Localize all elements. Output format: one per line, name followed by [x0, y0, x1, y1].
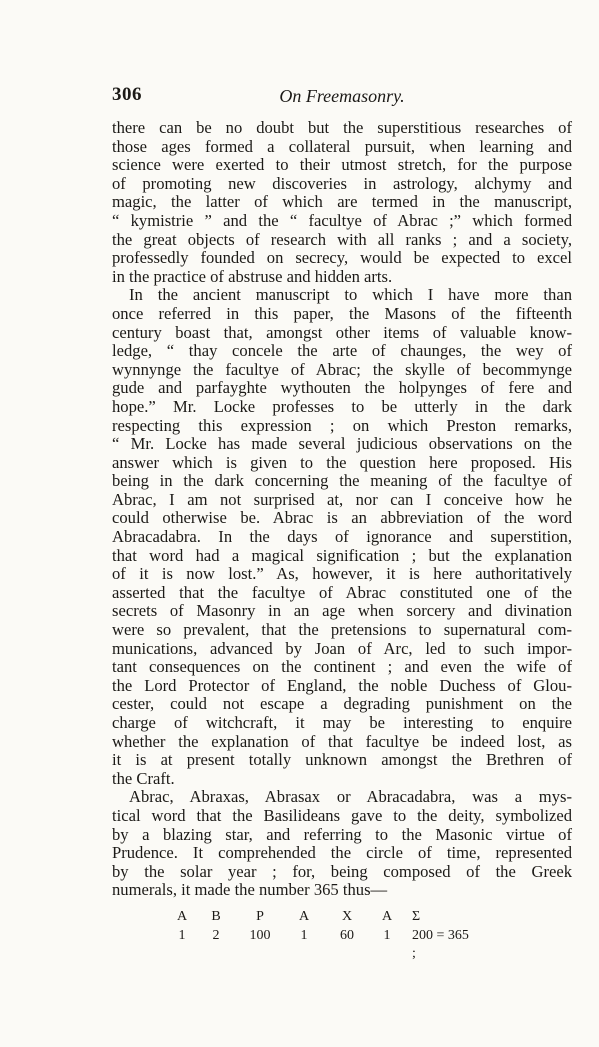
- numeral-value: 60: [340, 928, 354, 943]
- values-row: [168, 927, 498, 961]
- text-line: In the ancient manuscript to which I have more than: [129, 285, 572, 305]
- text-line: by the solar year ; for, being composed of the Greek: [112, 861, 572, 881]
- text-line: those ages formed a collateral pursuit, when learning and: [112, 136, 572, 156]
- text-line: the Craft.: [112, 768, 175, 788]
- paragraph-3: [112, 788, 572, 900]
- body-text: [112, 119, 572, 900]
- text-line: magic, the latter of which are termed in the manuscript,: [112, 192, 572, 212]
- paragraph-2: [112, 286, 572, 788]
- letters-row: [168, 908, 498, 927]
- numeral-total: 200 = 365 ;: [412, 928, 469, 961]
- text-line: the great objects of research with all ranks ; and a society,: [112, 229, 572, 249]
- text-line: the Lord Protector of England, the noble Duchess of Glou-: [112, 675, 572, 695]
- greek-letter: Α: [176, 909, 188, 924]
- text-line: secrets of Masonry in an age when sorcery and divination: [112, 601, 572, 621]
- greek-letter: Χ: [341, 909, 353, 924]
- numeral-value: 100: [249, 928, 271, 943]
- text-line: respecting this expression ; on which Preston remarks,: [112, 415, 572, 435]
- text-line: gude and parfayghte wythouten the holpynges of fere and: [112, 378, 572, 398]
- greek-letter: Β: [211, 909, 221, 924]
- text-line: of it is now lost.” As, however, it is here authoritatively: [112, 564, 572, 584]
- text-line: professedly founded on secrecy, would be expected to excel: [112, 248, 572, 268]
- text-line: once referred in this paper, the Masons of the fifteenth: [112, 303, 572, 323]
- numeral-value: 1: [383, 928, 391, 943]
- text-line: of promoting new discoveries in astrology, alchymy and: [112, 173, 572, 193]
- text-line: that word had a magical signification ; but the explanation: [112, 545, 572, 565]
- text-line: century boast that, amongst other items of valuable know-: [112, 322, 572, 342]
- text-line: Abrac, Abraxas, Abrasax or Abracadabra, was a mys-: [129, 787, 572, 807]
- text-line: cester, could not escape a degrading punishment on the: [112, 694, 572, 714]
- text-line: numerals, it made the number 365 thus—: [112, 880, 388, 900]
- text-line: tical word that the Basilideans gave to the deity, symbolized: [112, 805, 572, 825]
- text-line: tant consequences on the continent ; and even the wife of: [112, 657, 572, 677]
- text-line: charge of witchcraft, it may be interesting to enquire: [112, 713, 572, 732]
- text-line: science were exerted to their utmost stretch, for the purpose: [112, 155, 572, 175]
- text-line: there can be no doubt but the superstitious researches of: [112, 118, 572, 137]
- text-line: it is at present totally unknown amongst the Brethren of: [112, 750, 572, 770]
- text-line: Abrac, I am not surprised at, nor can I conceive how he: [112, 489, 572, 509]
- greek-letter: Α: [298, 909, 310, 924]
- numeral-value: 1: [300, 928, 308, 943]
- text-line: being in the dark concerning the meaning of the facultye of: [112, 471, 572, 491]
- text-line: were so prevalent, that the pretensions to supernatural com-: [112, 620, 572, 640]
- numeral-value: 1: [178, 928, 186, 943]
- text-line: ledge, “ thay concele the arte of chaunges, the wey of: [112, 341, 572, 361]
- greek-letter: Α: [381, 909, 393, 924]
- text-line: Prudence. It comprehended the circle of time, represented: [112, 843, 572, 863]
- numeral-value: 2: [212, 928, 220, 943]
- text-line: munications, advanced by Joan of Arc, led to such impor-: [112, 638, 572, 658]
- text-line: answer which is given to the question here proposed. His: [112, 452, 572, 472]
- text-line: “ kymistrie ” and the “ facultye of Abrac ;” which formed: [112, 210, 572, 230]
- text-line: whether the explanation of that facultye be indeed lost, as: [112, 731, 572, 751]
- text-line: asserted that the facultye of Abrac constituted one of the: [112, 582, 572, 602]
- greek-letter: Σ: [412, 909, 421, 924]
- greek-numeral-table: [168, 908, 498, 961]
- text-line: in the practice of abstruse and hidden arts.: [112, 266, 393, 286]
- text-line: hope.” Mr. Locke professes to be utterly in the dark: [112, 396, 572, 416]
- text-line: Abracadabra. In the days of ignorance and superstition,: [112, 527, 572, 547]
- text-line: by a blazing star, and referring to the Masonic virtue of: [112, 824, 572, 844]
- text-line: “ Mr. Locke has made several judicious observations on the: [112, 434, 572, 454]
- running-head: On Freemasonry.: [279, 86, 405, 106]
- page-header: [112, 84, 572, 114]
- greek-letter: Ρ: [256, 909, 264, 924]
- text-line: wynnynge the facultye of Abrac; the skylle of becommynge: [112, 359, 572, 379]
- page-number: 306: [112, 84, 142, 105]
- paragraph-1: [112, 119, 572, 286]
- text-line: could otherwise be. Abrac is an abbreviation of the word: [112, 508, 572, 528]
